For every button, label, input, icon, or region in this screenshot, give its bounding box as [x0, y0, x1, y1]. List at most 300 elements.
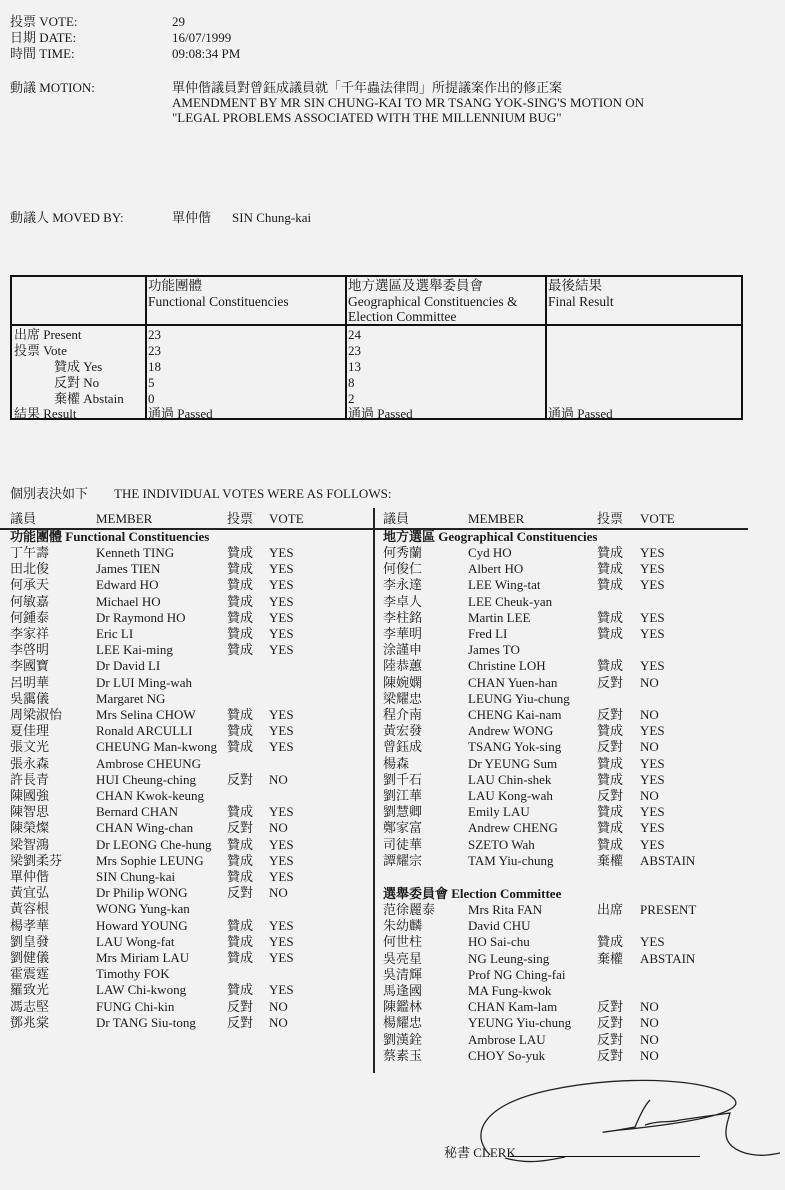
geographical-yes: 13 — [348, 359, 361, 374]
vote-zh-header: 投票 — [597, 511, 624, 526]
vote-en: YES — [640, 577, 665, 593]
member-name-en: Martin LEE — [468, 609, 531, 625]
member-name-en: SIN Chung-kai — [96, 869, 176, 884]
vote-en: ABSTAIN — [640, 852, 696, 868]
vote-zh: 反對 — [227, 1014, 254, 1030]
member-row — [383, 610, 743, 626]
member-name-zh: 李啓明 — [10, 642, 50, 658]
member-name-en: Dr YEUNG Sum — [468, 755, 558, 771]
member-name-en: Emily LAU — [468, 804, 530, 820]
member-name-zh: 劉江華 — [383, 788, 423, 803]
member-row — [10, 691, 370, 707]
member-name-zh: 周梁淑怡 — [10, 707, 63, 722]
member-name-zh: 李柱銘 — [383, 609, 423, 625]
vote-zh: 贊成 — [227, 626, 254, 641]
member-row — [383, 804, 743, 820]
column-divider — [373, 508, 375, 1073]
motion-title-zh: 單仲偕議員對曾鈺成議員就「千年蟲法律問」所提議案作出的修正案 — [172, 80, 563, 95]
member-row — [10, 853, 370, 869]
member-name-zh: 田北俊 — [10, 561, 50, 577]
member-name-en: Kenneth TING — [96, 545, 175, 560]
geographical-abstain: 2 — [348, 391, 355, 406]
member-name-zh: 楊耀忠 — [383, 1015, 423, 1031]
member-name-zh: 范徐麗泰 — [383, 902, 436, 917]
member-name-en: Margaret NG — [96, 690, 166, 706]
row-label-vote: 投票 Vote — [14, 343, 67, 358]
member-row — [383, 983, 743, 999]
vote-en: YES — [640, 820, 665, 836]
member-en-header: MEMBER — [96, 511, 153, 526]
member-row — [10, 982, 370, 998]
member-name-zh: 夏佳理 — [10, 723, 50, 739]
member-name-en: Albert HO — [468, 561, 524, 577]
vote-zh: 反對 — [597, 788, 624, 803]
geographical-result: 通過 Passed — [348, 406, 413, 421]
vote-en: NO — [640, 674, 659, 690]
vote-en: NO — [640, 1015, 659, 1031]
left-column-header — [10, 511, 370, 527]
member-name-zh: 何鍾泰 — [10, 609, 50, 625]
vote-en: YES — [640, 804, 665, 820]
geographical-no: 8 — [348, 375, 355, 390]
vote-en: YES — [269, 739, 294, 755]
vote-en: YES — [269, 545, 294, 560]
vote-en: ABSTAIN — [640, 950, 696, 966]
member-row — [383, 902, 743, 918]
vote-zh: 反對 — [597, 1031, 624, 1047]
vote-zh: 贊成 — [597, 609, 624, 625]
member-row — [383, 658, 743, 674]
member-name-en: LEE Wing-tat — [468, 577, 541, 593]
member-name-en: Fred LI — [468, 626, 508, 641]
vote-zh: 贊成 — [227, 593, 254, 609]
vote-en: NO — [640, 1047, 659, 1063]
member-name-en: CHAN Yuen-han — [468, 674, 558, 690]
member-row — [383, 707, 743, 723]
member-name-zh: 鄧兆棠 — [10, 1014, 50, 1030]
member-row — [383, 1032, 743, 1048]
member-row — [10, 707, 370, 723]
member-row — [383, 837, 743, 853]
column-divider — [545, 277, 547, 418]
member-row — [10, 739, 370, 755]
member-name-en: LAU Kong-wah — [468, 788, 553, 803]
member-name-en: Mrs Sophie LEUNG — [96, 852, 204, 868]
functional-no: 5 — [148, 375, 155, 390]
member-name-zh: 陸恭蕙 — [383, 658, 423, 674]
vote-zh: 棄權 — [597, 852, 624, 868]
member-row — [10, 837, 370, 853]
vote-en: YES — [269, 917, 294, 933]
member-name-zh: 李家祥 — [10, 626, 50, 641]
final-header-zh: 最後結果 — [548, 278, 602, 293]
motion-label: 動議 MOTION: — [10, 80, 95, 95]
geographical-section-title: 地方選區 Geographical Constituencies — [383, 529, 598, 544]
member-name-zh: 黃宜弘 — [10, 885, 50, 901]
member-name-en: Ronald ARCULLI — [96, 723, 193, 739]
vote-en: NO — [640, 999, 659, 1015]
member-name-zh: 涂謹申 — [383, 642, 423, 658]
member-en-header: MEMBER — [468, 511, 525, 526]
member-name-zh: 黃容根 — [10, 901, 50, 917]
member-name-zh: 馬逢國 — [383, 983, 423, 998]
vote-zh: 棄權 — [597, 950, 624, 966]
member-name-en: TAM Yiu-chung — [468, 852, 554, 868]
vote-en: YES — [640, 934, 665, 950]
member-row — [383, 999, 743, 1015]
vote-en-header: VOTE — [269, 511, 304, 526]
member-row — [10, 642, 370, 658]
member-name-en: CHAN Kam-lam — [468, 999, 558, 1015]
vote-zh: 反對 — [597, 674, 624, 690]
member-name-en: James TO — [468, 642, 520, 658]
member-row — [383, 788, 743, 804]
member-name-en: Ambrose CHEUNG — [96, 755, 202, 771]
vote-zh: 贊成 — [597, 804, 624, 820]
clerk-label: 秘書 CLERK — [444, 1145, 516, 1160]
member-row — [10, 804, 370, 820]
vote-en: YES — [269, 561, 294, 577]
member-name-en: CHEUNG Man-kwong — [96, 739, 217, 755]
individual-votes-title-en: THE INDIVIDUAL VOTES WERE AS FOLLOWS: — [114, 486, 392, 501]
vote-en: NO — [269, 998, 288, 1014]
member-name-en: LEE Cheuk-yan — [468, 593, 553, 609]
member-row — [10, 772, 370, 788]
member-name-en: HUI Cheung-ching — [96, 771, 197, 787]
member-row — [10, 918, 370, 934]
geographical-present: 24 — [348, 327, 361, 342]
member-name-zh: 曾鈺成 — [383, 739, 423, 755]
member-row — [10, 658, 370, 674]
member-name-zh: 何秀蘭 — [383, 545, 423, 560]
vote-en: YES — [269, 950, 294, 965]
member-row — [10, 723, 370, 739]
moved-by-name-en: SIN Chung-kai — [232, 210, 312, 225]
member-name-en: Bernard CHAN — [96, 804, 178, 820]
member-row — [383, 951, 743, 967]
member-name-en: Dr Raymond HO — [96, 609, 186, 625]
member-name-en: CHAN Kwok-keung — [96, 788, 204, 803]
member-name-en: Timothy FOK — [96, 966, 170, 982]
member-name-en: Dr LEONG Che-hung — [96, 836, 212, 852]
vote-zh: 贊成 — [227, 609, 254, 625]
member-name-zh: 李國寶 — [10, 658, 50, 674]
time-label: 時間 TIME: — [10, 46, 75, 61]
functional-result: 通過 Passed — [148, 406, 213, 421]
vote-zh: 反對 — [597, 739, 624, 755]
member-row — [383, 772, 743, 788]
vote-zh: 贊成 — [227, 869, 254, 884]
column-divider — [145, 277, 147, 418]
row-label-no: 反對 No — [54, 375, 100, 390]
column-divider — [345, 277, 347, 418]
functional-section-title: 功能團體 Functional Constituencies — [10, 529, 210, 544]
vote-zh: 贊成 — [227, 804, 254, 820]
motion-title-en-2: "LEGAL PROBLEMS ASSOCIATED WITH THE MILLENNIUM BUG" — [172, 110, 562, 125]
member-name-en: Dr TANG Siu-tong — [96, 1014, 196, 1030]
member-name-zh: 丁午壽 — [10, 545, 50, 560]
member-row — [10, 610, 370, 626]
vote-zh: 贊成 — [227, 561, 254, 577]
member-name-zh: 劉漢銓 — [383, 1031, 423, 1047]
member-name-zh: 蔡素玉 — [383, 1047, 423, 1063]
motion-title-en-1: AMENDMENT BY MR SIN CHUNG-KAI TO MR TSANG YOK-SING'S MOTION ON — [172, 95, 645, 110]
vote-zh: 反對 — [227, 820, 254, 836]
functional-present: 23 — [148, 327, 161, 342]
member-name-zh: 楊森 — [383, 755, 410, 771]
member-name-en: NG Leung-sing — [468, 950, 550, 966]
row-label-yes: 贊成 Yes — [54, 359, 103, 374]
vote-en: YES — [269, 933, 294, 949]
member-name-zh: 程介南 — [383, 707, 423, 722]
member-row — [10, 966, 370, 982]
vote-en: YES — [269, 836, 294, 852]
member-name-zh: 羅致光 — [10, 982, 50, 998]
member-row — [383, 918, 743, 934]
vote-en: NO — [269, 820, 288, 836]
vote-en: NO — [269, 1014, 288, 1030]
vote-zh: 贊成 — [227, 723, 254, 739]
member-name-en: Mrs Miriam LAU — [96, 950, 190, 965]
member-name-en: Dr Philip WONG — [96, 885, 188, 901]
member-row — [383, 691, 743, 707]
vote-en: YES — [269, 707, 294, 722]
member-row — [10, 561, 370, 577]
vote-zh: 贊成 — [227, 917, 254, 933]
member-name-zh: 陳智思 — [10, 804, 50, 820]
vote-zh: 贊成 — [597, 934, 624, 950]
member-name-en: Andrew CHENG — [468, 820, 558, 836]
member-row — [383, 820, 743, 836]
member-row — [383, 1015, 743, 1031]
member-name-en: James TIEN — [96, 561, 161, 577]
row-label-abstain: 棄權 Abstain — [54, 391, 124, 406]
vote-en: NO — [269, 885, 288, 901]
member-name-zh: 何俊仁 — [383, 561, 423, 577]
member-name-en: Mrs Rita FAN — [468, 902, 543, 917]
vote-zh: 贊成 — [597, 626, 624, 641]
vote-en: YES — [640, 658, 665, 674]
member-name-en: MA Fung-kwok — [468, 983, 552, 998]
member-name-zh: 呂明華 — [10, 674, 50, 690]
member-name-zh: 張永森 — [10, 755, 50, 771]
member-name-en: HO Sai-chu — [468, 934, 530, 950]
functional-header-en: Functional Constituencies — [148, 294, 289, 309]
vote-zh: 贊成 — [227, 577, 254, 593]
member-name-en: Ambrose LAU — [468, 1031, 546, 1047]
member-name-zh: 劉健儀 — [10, 950, 50, 965]
member-row — [383, 626, 743, 642]
member-row — [10, 869, 370, 885]
vote-en: YES — [640, 771, 665, 787]
member-name-zh: 何承天 — [10, 577, 50, 593]
member-name-en: Christine LOH — [468, 658, 546, 674]
member-name-zh: 司徒華 — [383, 836, 423, 852]
member-row — [10, 545, 370, 561]
member-name-en: WONG Yung-kan — [96, 901, 190, 917]
vote-en: YES — [640, 755, 665, 771]
vote-zh: 反對 — [227, 771, 254, 787]
vote-zh: 贊成 — [227, 739, 254, 755]
row-label-result: 結果 Result — [14, 406, 77, 421]
member-name-en: Cyd HO — [468, 545, 512, 560]
member-name-zh: 吳清輝 — [383, 966, 423, 982]
member-name-zh: 陳國強 — [10, 788, 50, 803]
member-name-en: LAW Chi-kwong — [96, 982, 187, 998]
member-name-en: CHOY So-yuk — [468, 1047, 546, 1063]
vote-en: YES — [640, 626, 665, 641]
vote-en: YES — [640, 723, 665, 739]
member-row — [10, 950, 370, 966]
row-label-present: 出席 Present — [14, 327, 82, 342]
member-name-zh: 黃宏發 — [383, 723, 423, 739]
member-name-en: Howard YOUNG — [96, 917, 188, 933]
vote-zh: 反對 — [597, 999, 624, 1015]
member-name-zh: 梁耀忠 — [383, 690, 423, 706]
member-row — [383, 934, 743, 950]
vote-zh: 反對 — [597, 707, 624, 722]
member-name-en: CHENG Kai-nam — [468, 707, 562, 722]
vote-en: YES — [269, 982, 294, 998]
member-row — [383, 642, 743, 658]
vote-en: NO — [640, 707, 659, 722]
member-name-en: SZETO Wah — [468, 836, 535, 852]
vote-en: YES — [269, 642, 294, 658]
member-name-en: Dr LUI Ming-wah — [96, 674, 193, 690]
date-label: 日期 DATE: — [10, 30, 77, 45]
vote-en: YES — [269, 804, 294, 820]
election-section-title: 選舉委員會 Election Committee — [383, 886, 562, 901]
member-name-en: David CHU — [468, 918, 531, 934]
member-name-en: LAU Chin-shek — [468, 771, 552, 787]
vote-en: NO — [640, 1031, 659, 1047]
vote-en: PRESENT — [640, 902, 697, 917]
member-row — [383, 723, 743, 739]
vote-zh: 贊成 — [597, 755, 624, 771]
member-name-zh: 張文光 — [10, 739, 50, 755]
member-name-zh: 單仲偕 — [10, 869, 50, 884]
member-name-zh: 陳婉嫻 — [383, 674, 423, 690]
member-row — [10, 820, 370, 836]
vote-zh: 贊成 — [597, 723, 624, 739]
vote-zh: 反對 — [597, 1015, 624, 1031]
vote-en: YES — [640, 561, 665, 577]
vote-en: YES — [269, 593, 294, 609]
geographical-header-en2: Election Committee — [348, 309, 457, 324]
final-header-en: Final Result — [548, 294, 614, 309]
member-row — [383, 545, 743, 561]
member-name-zh: 吳靄儀 — [10, 690, 50, 706]
vote-number-label: 投票 VOTE: — [10, 14, 78, 29]
vote-zh: 贊成 — [597, 577, 624, 593]
vote-number-value: 29 — [172, 14, 185, 29]
functional-abstain: 0 — [148, 391, 155, 406]
member-name-zh: 劉皇發 — [10, 933, 50, 949]
member-name-en: LAU Wong-fat — [96, 933, 175, 949]
member-row — [383, 853, 743, 869]
clerk-signature-icon — [470, 1075, 785, 1165]
functional-vote: 23 — [148, 343, 161, 358]
member-row — [383, 594, 743, 610]
vote-en: YES — [269, 852, 294, 868]
member-name-en: YEUNG Yiu-chung — [468, 1015, 572, 1031]
member-row — [383, 967, 743, 983]
vote-zh: 贊成 — [597, 545, 624, 560]
member-name-en: LEUNG Yiu-chung — [468, 690, 570, 706]
member-row — [10, 1015, 370, 1031]
member-name-zh: 何世柱 — [383, 934, 423, 950]
member-name-en: LEE Kai-ming — [96, 642, 173, 658]
member-name-zh: 吳亮星 — [383, 950, 423, 966]
vote-zh: 贊成 — [227, 707, 254, 722]
vote-zh: 贊成 — [597, 820, 624, 836]
member-name-zh: 劉千石 — [383, 771, 423, 787]
member-row — [10, 934, 370, 950]
vote-zh-header: 投票 — [227, 511, 254, 526]
member-name-zh: 陳鑑林 — [383, 999, 423, 1015]
member-name-en: Prof NG Ching-fai — [468, 966, 566, 982]
vote-en: YES — [640, 545, 665, 560]
vote-zh: 贊成 — [597, 561, 624, 577]
vote-en: NO — [269, 771, 288, 787]
member-row — [10, 675, 370, 691]
member-name-zh: 梁智鴻 — [10, 836, 50, 852]
member-row — [10, 594, 370, 610]
member-row — [10, 788, 370, 804]
vote-en: NO — [640, 788, 659, 803]
vote-zh: 反對 — [227, 998, 254, 1014]
final-result: 通過 Passed — [548, 406, 613, 421]
geographical-header-zh: 地方選區及選舉委員會 — [348, 278, 483, 293]
geographical-header-en: Geographical Constituencies & — [348, 294, 518, 309]
member-name-zh: 李永達 — [383, 577, 423, 593]
member-name-en: Mrs Selina CHOW — [96, 707, 196, 722]
member-row — [10, 626, 370, 642]
member-row — [383, 1048, 743, 1064]
member-name-zh: 陳榮燦 — [10, 820, 50, 836]
member-name-zh: 劉慧卿 — [383, 804, 423, 820]
member-row — [10, 999, 370, 1015]
member-name-zh: 霍震霆 — [10, 966, 50, 982]
geographical-vote: 23 — [348, 343, 361, 358]
member-row — [10, 901, 370, 917]
functional-header-zh: 功能團體 — [148, 278, 202, 293]
vote-en-header: VOTE — [640, 511, 675, 526]
vote-en: YES — [269, 723, 294, 739]
member-name-zh: 李卓人 — [383, 593, 423, 609]
member-name-en: Andrew WONG — [468, 723, 554, 739]
member-row — [383, 561, 743, 577]
vote-zh: 贊成 — [227, 852, 254, 868]
date-value: 16/07/1999 — [172, 30, 232, 45]
member-name-zh: 朱幼麟 — [383, 918, 423, 934]
member-name-zh: 譚耀宗 — [383, 852, 423, 868]
vote-en: YES — [269, 626, 294, 641]
member-row — [10, 577, 370, 593]
member-name-zh: 許長青 — [10, 771, 50, 787]
functional-yes: 18 — [148, 359, 161, 374]
member-name-en: Michael HO — [96, 593, 161, 609]
vote-zh: 贊成 — [227, 545, 254, 560]
member-name-en: Edward HO — [96, 577, 159, 593]
vote-zh: 贊成 — [597, 658, 624, 674]
moved-by-name-zh: 單仲偕 — [172, 210, 212, 225]
vote-zh: 贊成 — [597, 836, 624, 852]
member-name-zh: 李華明 — [383, 626, 423, 641]
member-row — [383, 577, 743, 593]
vote-zh: 贊成 — [227, 982, 254, 998]
member-name-zh: 何敏嘉 — [10, 593, 50, 609]
